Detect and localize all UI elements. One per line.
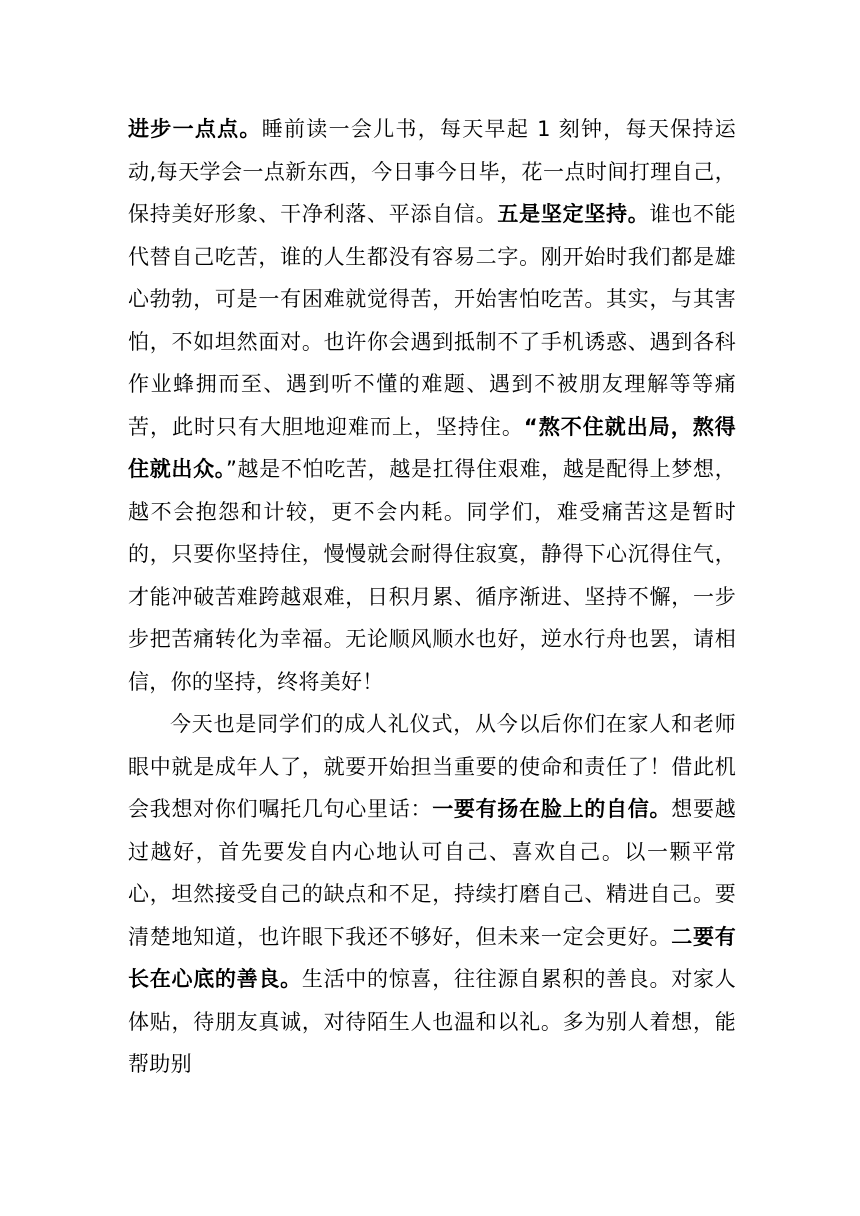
heading-progress: 进步一点点。	[128, 117, 262, 141]
text-run: ”越是不怕吃苦，越是扛得住艰难，越是配得上梦想，越不会抱怨和计较，更不会内耗。同学们，难受痛苦这是暂时的，只要你坚持住，慢慢就会耐得住寂寞，静得下心沉得住气，才能冲破苦难跨越艰难，日积月累、循序渐进、坚持不懈，一步步把苦痛转化为幸福。无论顺风顺水也好，逆水行舟也罢，请相信，你的坚持，终将美好！	[128, 457, 737, 694]
text-run: 睡前读一会儿书，每天早起 1 刻钟，每天保持运动,每天学会一点新东西，今日事今日毕，花一点时间打理自己，保持美好形象、干净利落、平添自信。	[128, 117, 736, 226]
quote-bold: “熬不住就出局，熬得住就出众。	[128, 414, 736, 481]
paragraph-2	[128, 703, 736, 1086]
heading-kindness: 二要有长在心底的善良。	[128, 924, 736, 991]
document-body	[128, 108, 736, 1086]
text-run: 生活中的惊喜，往往源自累积的善良。对家人体贴，待朋友真诚，对待陌生人也温和以礼。多为别人着想，能帮助别	[128, 967, 737, 1076]
heading-confidence: 一要有扬在脸上的自信。	[432, 797, 672, 821]
text-run: 想要越过越好，首先要发自内心地认可自己、喜欢自己。以一颗平常心，坦然接受自己的缺点和不足，持续打磨自己、精进自己。要清楚地知道，也许眼下我还不够好，但未来一定会更好。	[128, 797, 736, 949]
heading-persistence: 五是坚定坚持。	[497, 202, 650, 226]
text-run: 谁也不能代替自己吃苦，谁的人生都没有容易二字。刚开始时我们都是雄心勃勃，可是一有困难就觉得苦，开始害怕吃苦。其实，与其害怕，不如坦然面对。也许你会遇到抵制不了手机诱惑、遇到各科作业蜂拥而至、遇到听不懂的难题、遇到不被朋友理解等等痛苦，此时只有大胆地迎难而上，坚持住。	[128, 202, 736, 439]
text-run: 今天也是同学们的成人礼仪式，从今以后你们在家人和老师眼中就是成年人了，就要开始担当重要的使命和责任了！借此机会我想对你们嘱托几句心里话：	[128, 712, 736, 821]
paragraph-1	[128, 108, 736, 703]
